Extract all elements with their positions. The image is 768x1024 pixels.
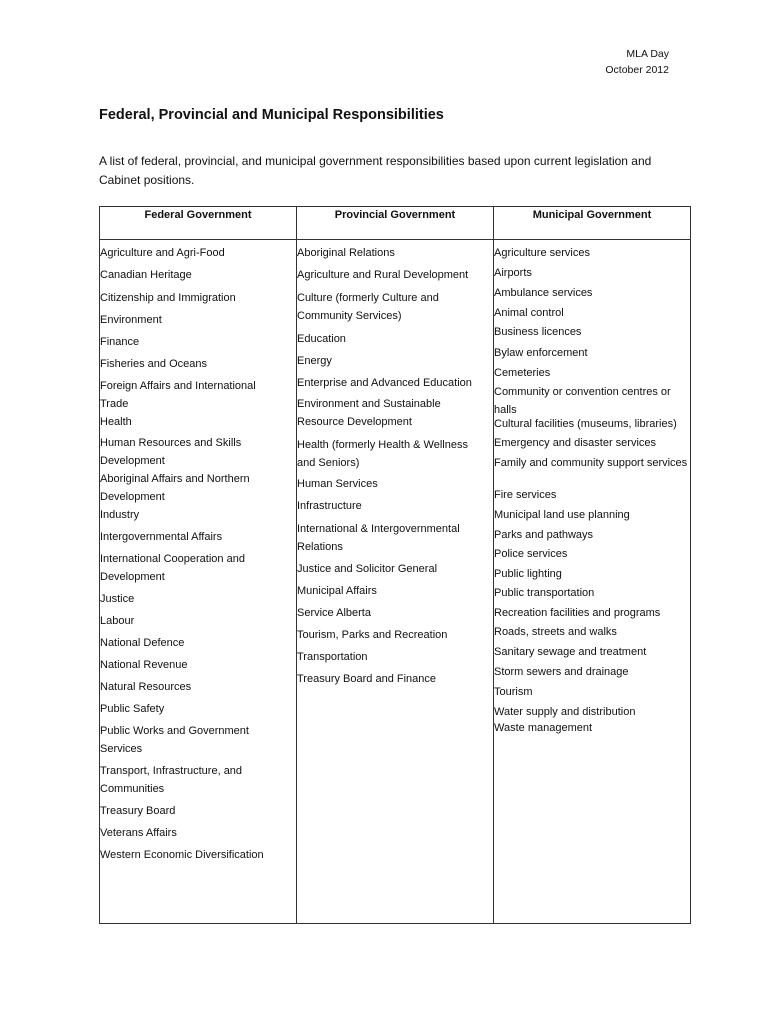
federal-item: Environment (100, 314, 162, 326)
header-divider (100, 239, 690, 240)
municipal-item: Airports (494, 267, 532, 279)
municipal-item: Water supply and distribution (494, 706, 636, 718)
municipal-item: Municipal land use planning (494, 509, 630, 521)
header-date: October 2012 (605, 64, 669, 76)
document-header (605, 46, 669, 78)
municipal-item: Animal control (494, 307, 564, 319)
municipal-item: Parks and pathways (494, 529, 594, 541)
municipal-item: Storm sewers and drainage (494, 666, 629, 678)
provincial-item: Aboriginal Relations (297, 247, 395, 259)
provincial-item: International & Intergovernmental Relations (297, 523, 460, 553)
municipal-item: Emergency and disaster services (494, 437, 657, 449)
provincial-item: Culture (formerly Culture and Community Services) (297, 292, 439, 322)
municipal-item: Sanitary sewage and treatment (494, 646, 647, 658)
federal-item: Foreign Affairs and International Trade (100, 380, 256, 410)
federal-item: Western Economic Diversification (100, 849, 264, 861)
header-provincial: Provincial Government (334, 209, 456, 221)
municipal-item: Roads, streets and walks (494, 626, 617, 638)
responsibilities-table (99, 206, 691, 924)
federal-item: Public Works and Government Services (100, 725, 249, 755)
provincial-item: Energy (297, 355, 332, 367)
provincial-item: Health (formerly Health & Wellness and Seniors) (297, 439, 468, 469)
municipal-item: Public transportation (494, 587, 595, 599)
intro-paragraph: A list of federal, provincial, and municipal government responsibilities based upon current legislation and Cabinet positions. (99, 154, 652, 187)
federal-item: National Defence (100, 637, 185, 649)
provincial-item: Municipal Affairs (297, 585, 377, 597)
provincial-item: Treasury Board and Finance (297, 673, 436, 685)
header-event: MLA Day (626, 48, 669, 60)
federal-item: Canadian Heritage (100, 269, 192, 281)
provincial-item: Infrastructure (297, 500, 362, 512)
federal-item: Natural Resources (100, 681, 192, 693)
municipal-item: Fire services (494, 489, 557, 501)
municipal-item: Agriculture services (494, 247, 590, 259)
provincial-item: Human Services (297, 478, 378, 490)
federal-item: Intergovernmental Affairs (100, 531, 223, 543)
federal-item: International Cooperation and Development (100, 553, 245, 583)
federal-item: National Revenue (100, 659, 188, 671)
federal-item: Industry (100, 509, 140, 521)
municipal-item: Cemeteries (494, 367, 551, 379)
provincial-item: Justice and Solicitor General (297, 563, 438, 575)
provincial-item: Service Alberta (297, 607, 371, 619)
federal-item: Human Resources and Skills Development (100, 437, 242, 467)
federal-item: Citizenship and Immigration (100, 292, 236, 304)
federal-item: Transport, Infrastructure, and Communities (100, 765, 243, 795)
provincial-item: Tourism, Parks and Recreation (297, 629, 448, 641)
federal-item: Fisheries and Oceans (100, 358, 207, 370)
municipal-item: Community or convention centres or halls (494, 386, 671, 416)
provincial-item: Environment and Sustainable Resource Development (297, 398, 441, 428)
municipal-item: Bylaw enforcement (494, 347, 588, 359)
municipal-item: Police services (494, 548, 568, 560)
federal-item: Agriculture and Agri-Food (100, 247, 225, 259)
municipal-item: Tourism (494, 686, 533, 698)
municipal-item: Family and community support services (494, 457, 688, 469)
municipal-item: Recreation facilities and programs (494, 607, 661, 619)
federal-item: Justice (100, 593, 135, 605)
federal-item: Labour (100, 615, 135, 627)
municipal-item: Cultural facilities (museums, libraries) (494, 418, 677, 430)
federal-item: Health (100, 416, 132, 428)
provincial-item: Education (297, 333, 346, 345)
municipal-item: Business licences (494, 326, 582, 338)
provincial-item: Enterprise and Advanced Education (297, 377, 472, 389)
header-federal: Federal Government (144, 209, 252, 221)
federal-item: Finance (100, 336, 140, 348)
page-title: Federal, Provincial and Municipal Responsibilities (99, 107, 444, 123)
federal-item: Public Safety (100, 703, 165, 715)
municipal-item: Waste management (494, 722, 593, 734)
provincial-item: Agriculture and Rural Development (297, 269, 469, 281)
header-municipal: Municipal Government (532, 209, 652, 221)
federal-item: Veterans Affairs (100, 827, 177, 839)
provincial-item: Transportation (297, 651, 368, 663)
federal-item: Aboriginal Affairs and Northern Development (100, 473, 250, 503)
municipal-item: Ambulance services (494, 287, 593, 299)
federal-item: Treasury Board (100, 805, 176, 817)
municipal-item: Public lighting (494, 568, 562, 580)
